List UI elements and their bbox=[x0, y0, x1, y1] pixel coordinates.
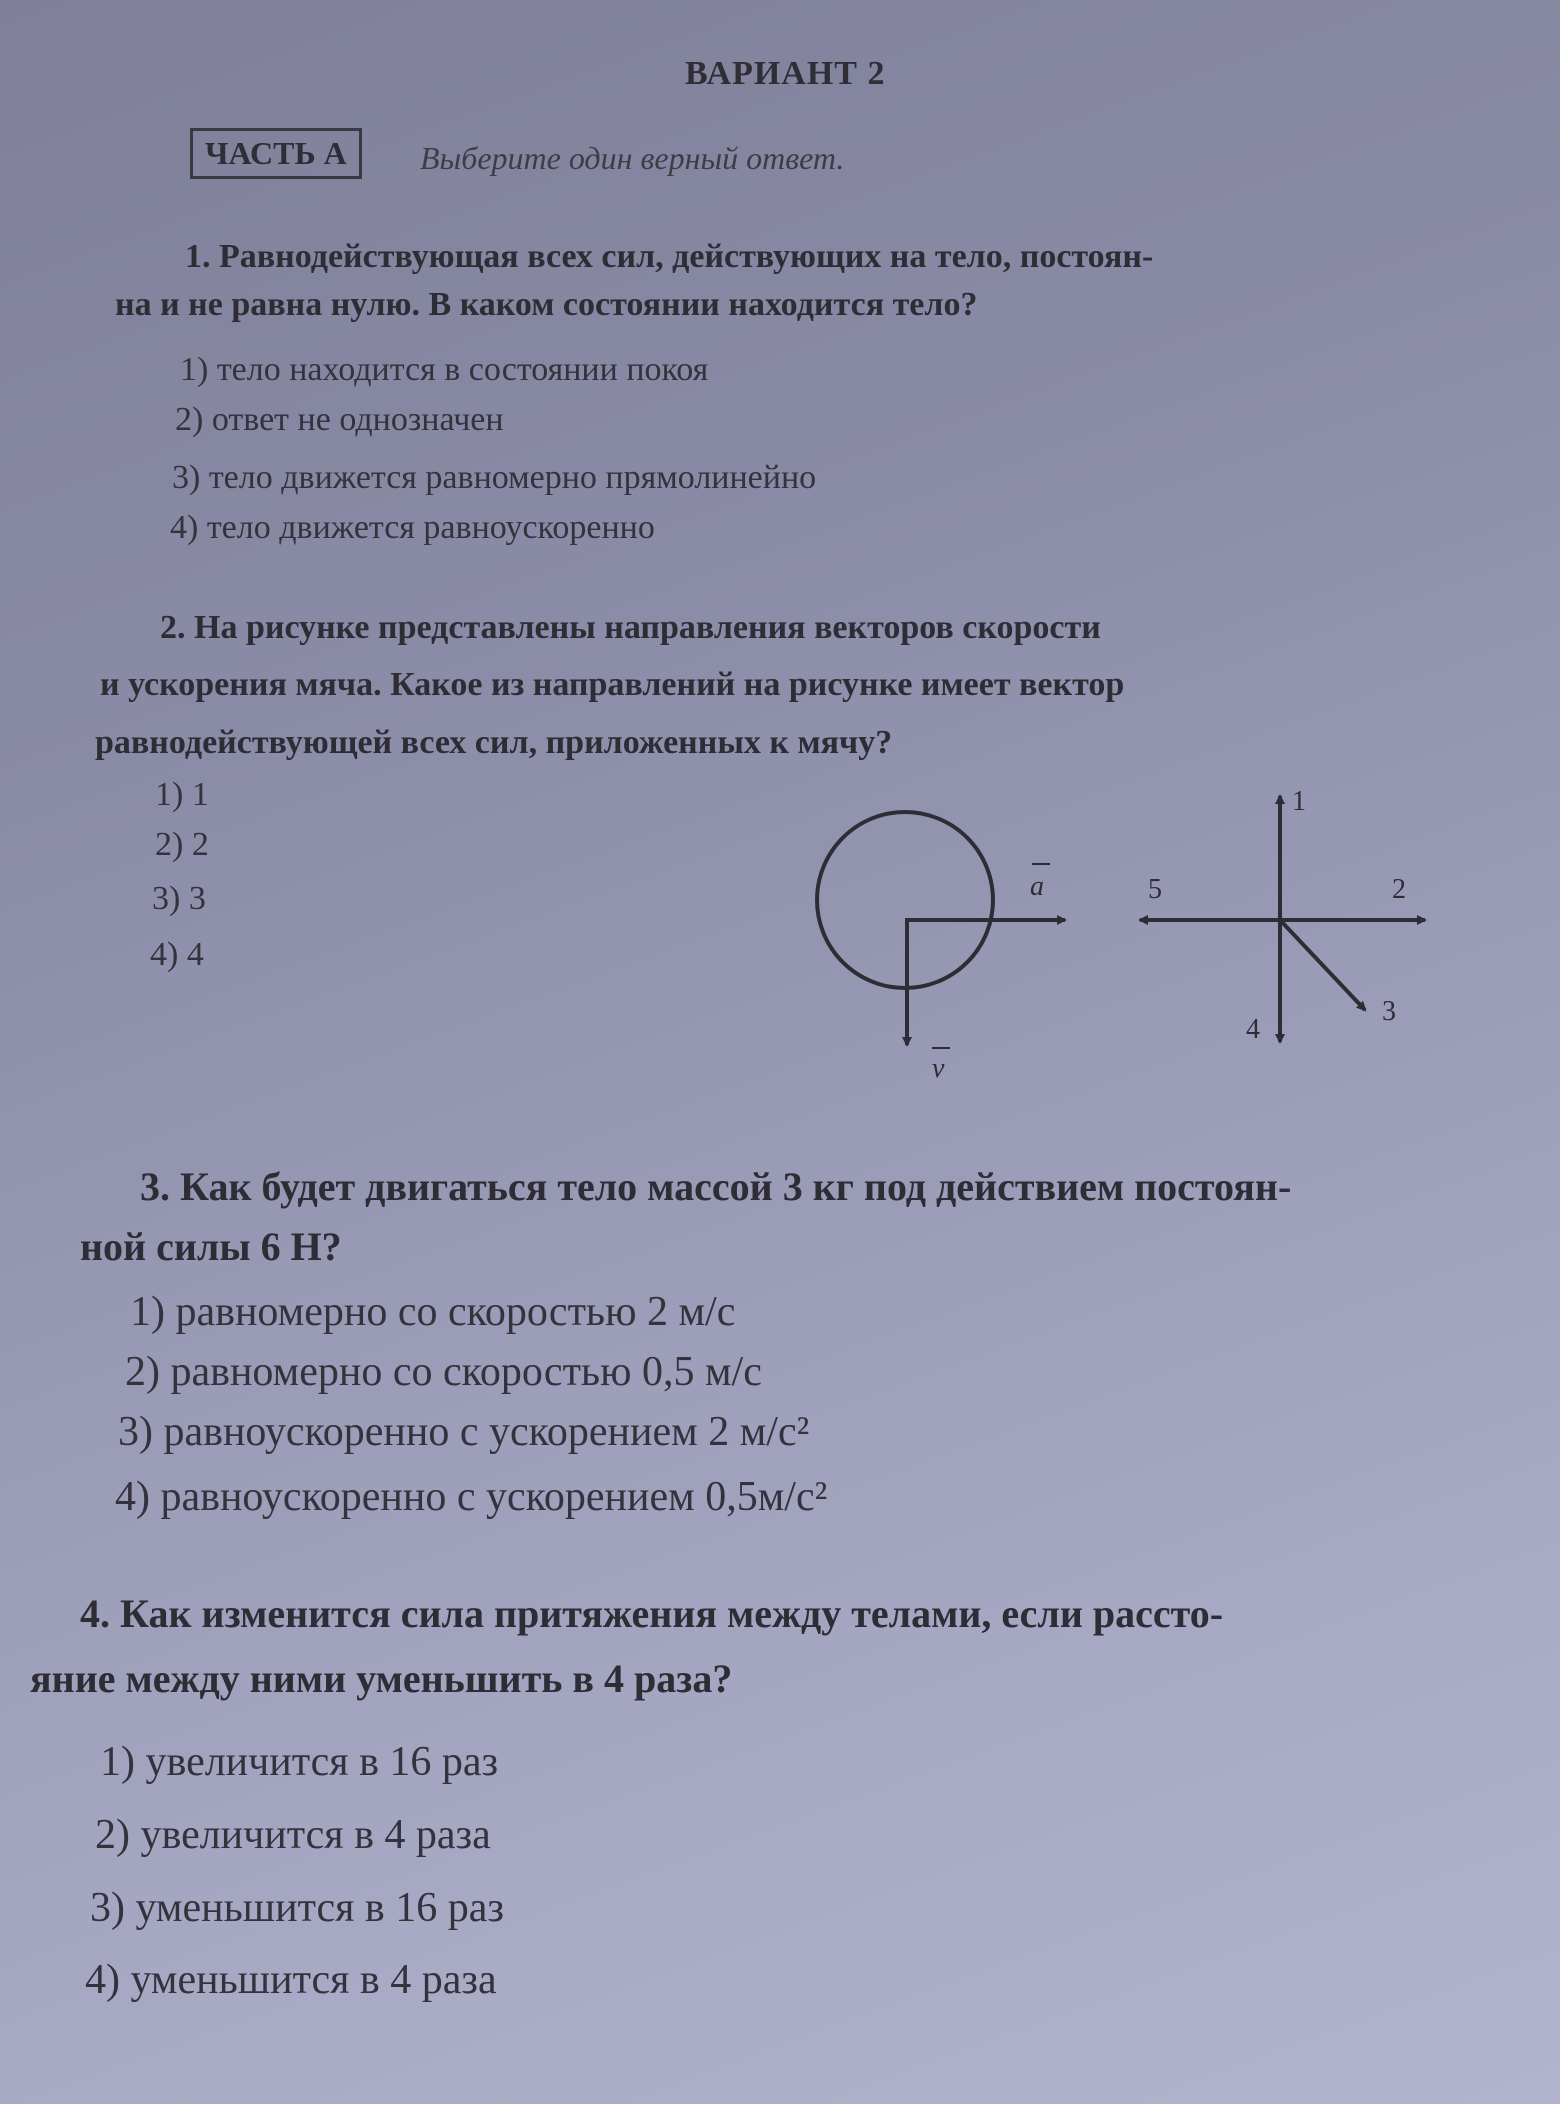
direction-4-label: 4 bbox=[1246, 1014, 1260, 1045]
question-3-line-1: 3. Как будет двигаться тело массой 3 кг под действием постоян- bbox=[140, 1164, 1292, 1209]
question-4-option-3: 3) уменьшится в 16 раз bbox=[90, 1885, 504, 1931]
part-instruction: Выберите один верный ответ. bbox=[420, 140, 845, 176]
direction-3-label: 3 bbox=[1382, 996, 1396, 1027]
direction-5-label: 5 bbox=[1148, 874, 1162, 905]
question-3-option-1: 1) равномерно со скоростью 2 м/с bbox=[130, 1289, 736, 1335]
question-4-line-1: 4. Как изменится сила притяжения между телами, если рассто- bbox=[80, 1591, 1224, 1636]
question-1-line-1: 1. Равнодействующая всех сил, действующих на тело, постоян- bbox=[185, 238, 1154, 275]
question-2-option-3: 3) 3 bbox=[152, 880, 206, 917]
question-1-option-3: 3) тело движется равномерно прямолинейно bbox=[172, 459, 817, 496]
question-3-line-2: ной силы 6 Н? bbox=[80, 1224, 342, 1269]
question-1-option-1: 1) тело находится в состоянии покоя bbox=[180, 351, 709, 388]
question-2-option-2: 2) 2 bbox=[155, 826, 209, 863]
vector-figure bbox=[780, 780, 1500, 1100]
part-label: ЧАСТЬ А bbox=[190, 128, 362, 179]
question-4-option-4: 4) уменьшится в 4 раза bbox=[85, 1957, 497, 2003]
direction-2-label: 2 bbox=[1392, 874, 1406, 905]
vector-a-label: a bbox=[1030, 871, 1044, 902]
question-2-option-1: 1) 1 bbox=[155, 776, 209, 813]
question-3-option-4: 4) равноускоренно с ускорением 0,5м/с² bbox=[115, 1474, 828, 1520]
direction-1-label: 1 bbox=[1292, 786, 1306, 817]
question-4-option-1: 1) увеличится в 16 раз bbox=[100, 1739, 499, 1785]
question-1-line-2: на и не равна нулю. В каком состоянии находится тело? bbox=[115, 286, 978, 323]
question-1-option-2: 2) ответ не однозначен bbox=[175, 401, 504, 438]
vector-v-label: v bbox=[932, 1053, 945, 1084]
question-3-option-2: 2) равномерно со скоростью 0,5 м/с bbox=[125, 1349, 762, 1395]
question-4-option-2: 2) увеличится в 4 раза bbox=[95, 1812, 491, 1858]
variant-title: ВАРИАНТ 2 bbox=[685, 55, 886, 92]
question-2-line-1: 2. На рисунке представлены направления векторов скорости bbox=[160, 609, 1101, 646]
question-3-option-3: 3) равноускоренно с ускорением 2 м/с² bbox=[118, 1409, 810, 1455]
question-4-line-2: яние между ними уменьшить в 4 раза? bbox=[30, 1656, 733, 1701]
question-2-line-2: и ускорения мяча. Какое из направлений на рисунке имеет вектор bbox=[100, 666, 1125, 703]
question-2-option-4: 4) 4 bbox=[150, 936, 204, 973]
direction-3-arrow bbox=[1280, 920, 1365, 1010]
question-1-option-4: 4) тело движется равноускоренно bbox=[170, 509, 655, 546]
question-2-line-3: равнодействующей всех сил, приложенных к мячу? bbox=[95, 724, 893, 761]
